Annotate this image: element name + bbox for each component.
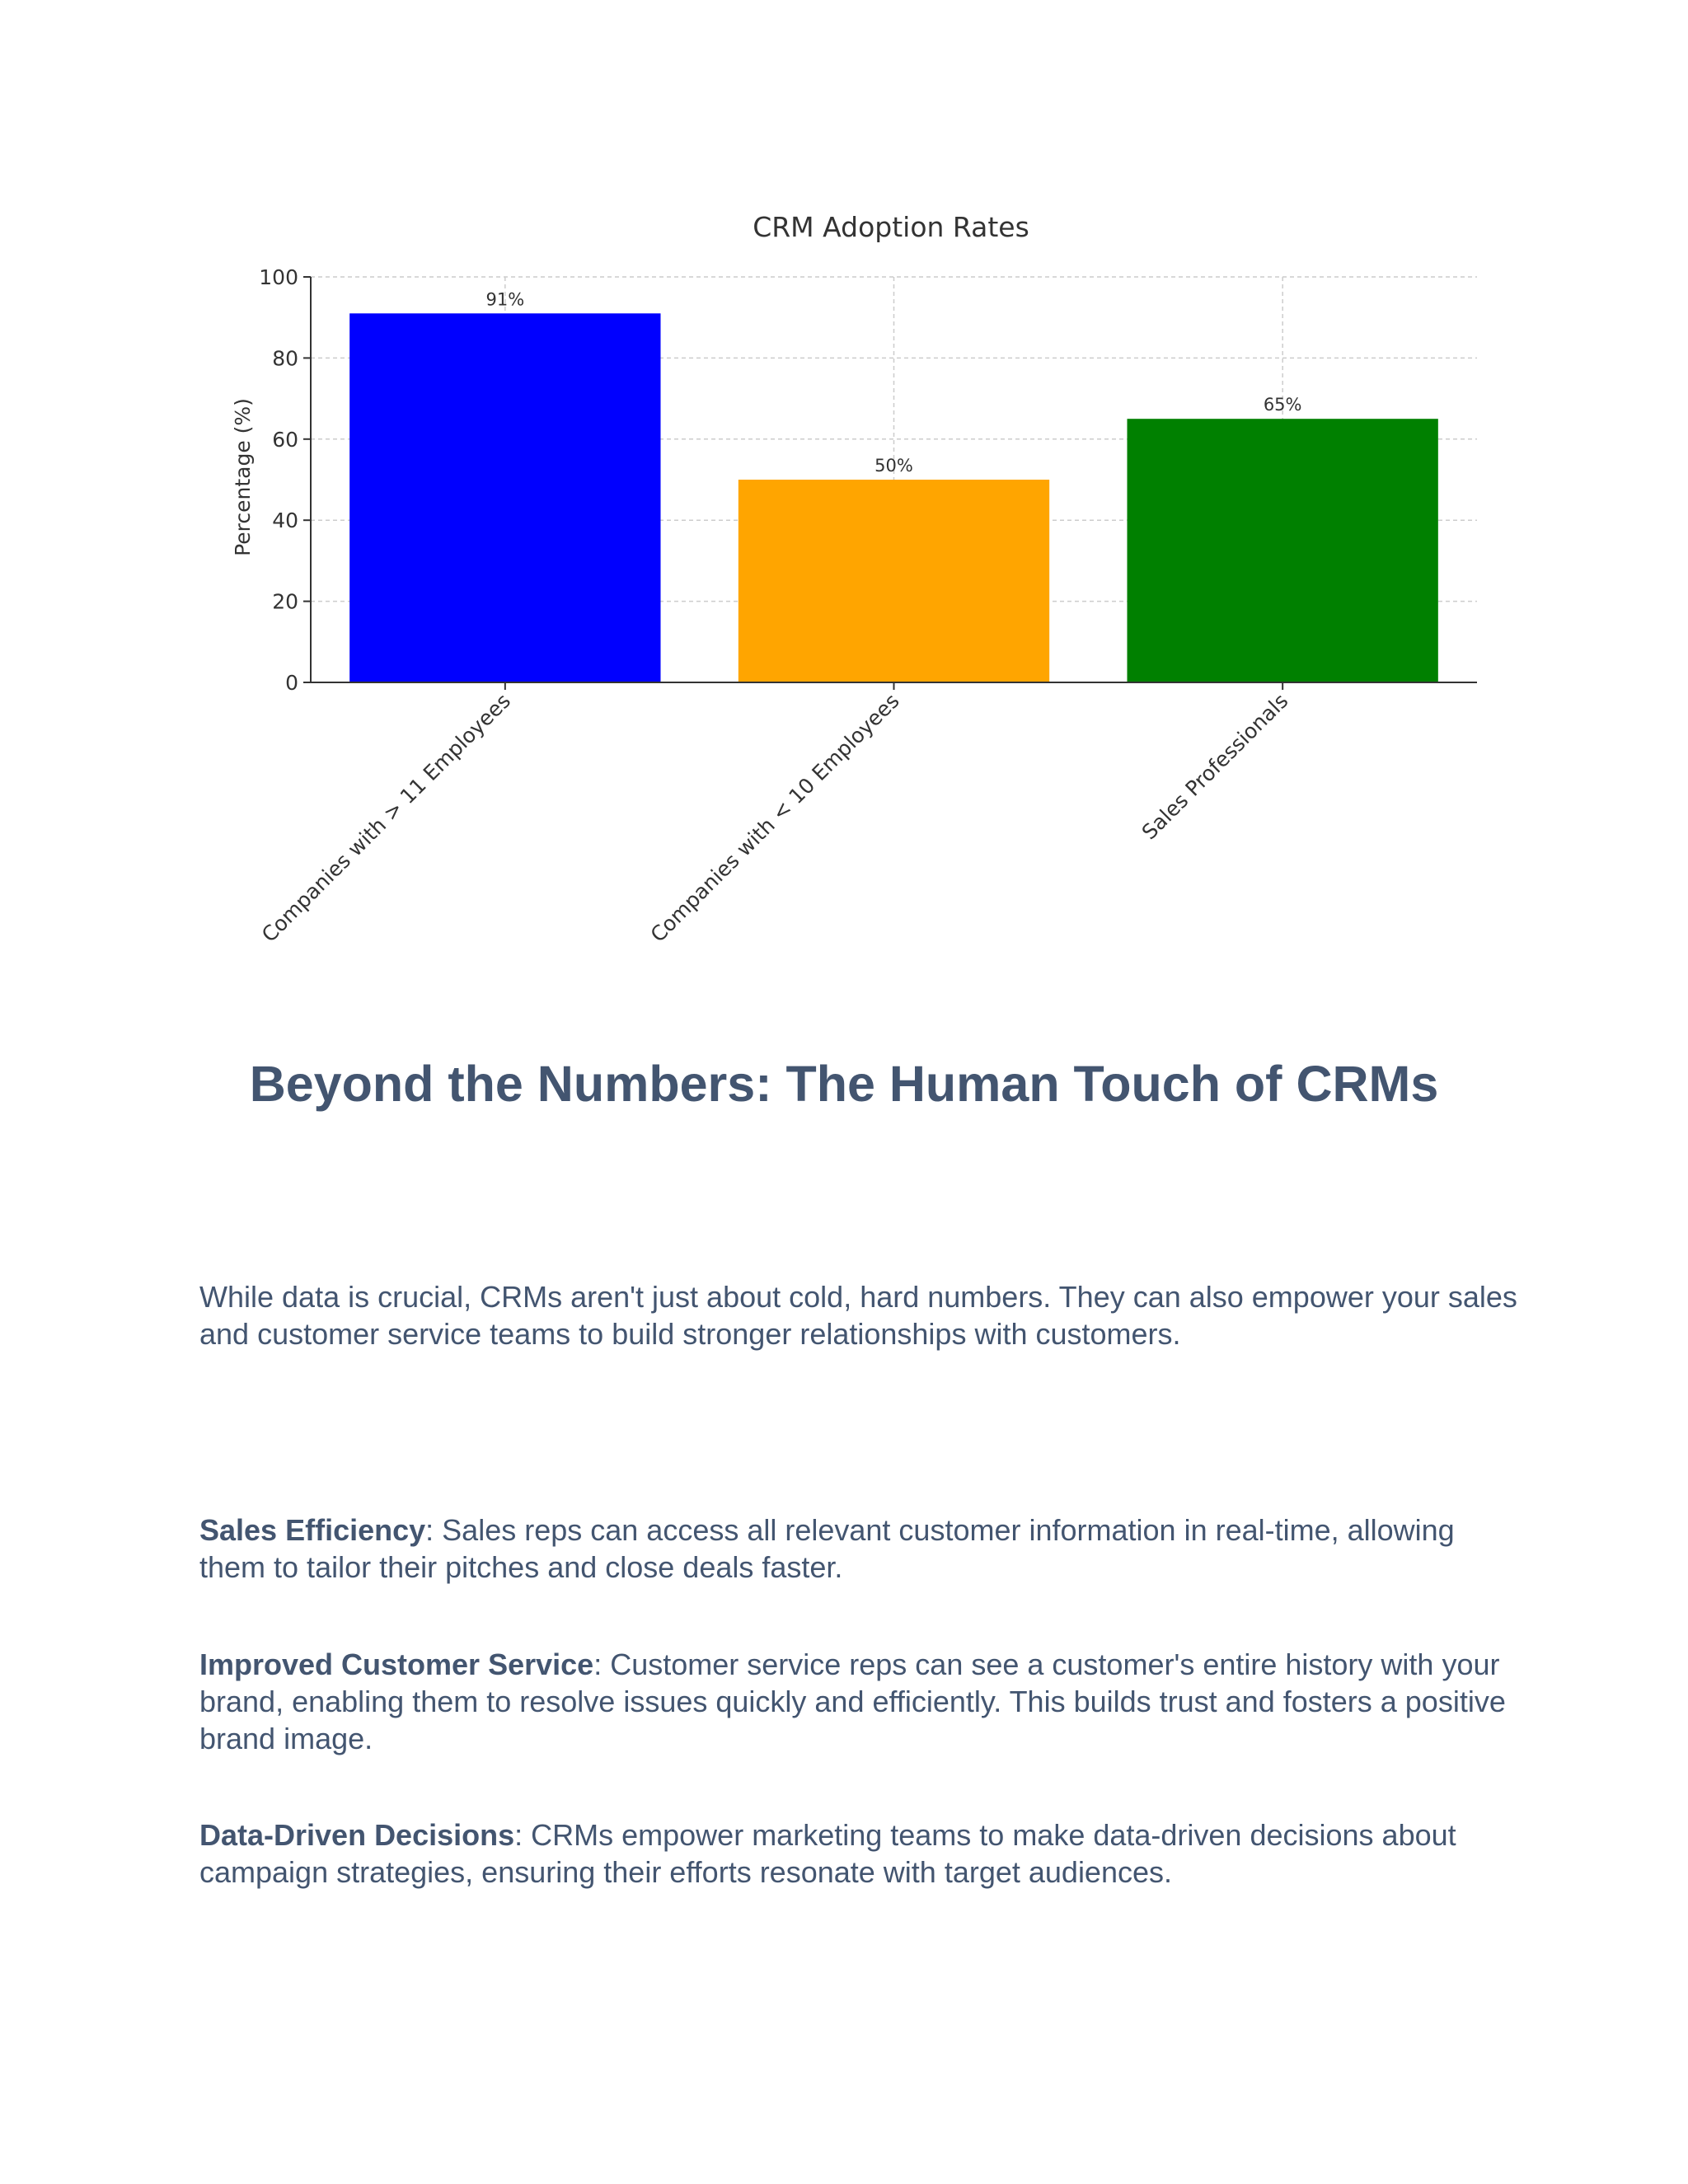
y-tick-label: 0 — [285, 671, 298, 695]
point-sales-efficiency — [199, 1511, 1518, 1586]
point-term: Sales Efficiency — [199, 1513, 426, 1547]
y-tick-label: 80 — [272, 346, 298, 371]
y-tick-label: 60 — [272, 427, 298, 452]
bar — [1128, 419, 1438, 682]
bar-data-label: 91% — [485, 289, 525, 310]
x-tick-label: Sales Professionals — [1137, 688, 1293, 845]
y-tick-label: 20 — [272, 589, 298, 614]
point-text: : CRMs empower marketing teams to make data-driven decisions about campaign strategies, ensuring their efforts resonate with target audiences. — [199, 1818, 1456, 1889]
y-axis-label: Percentage (%) — [231, 398, 255, 556]
point-text: : Customer service reps can see a customer's entire history with your brand, enabling them to resolve issues quickly and efficiently. This builds trust and fosters a positive brand image. — [199, 1647, 1506, 1755]
x-tick-label: Companies with > 11 Employees — [256, 688, 516, 947]
point-data-driven-decisions — [199, 1816, 1518, 1891]
bar — [349, 313, 660, 682]
section-heading: Beyond the Numbers: The Human Touch of CRMs — [249, 1056, 1439, 1112]
point-term: Data-Driven Decisions — [199, 1818, 515, 1852]
bar-data-label: 50% — [874, 456, 913, 476]
x-tick-label: Companies with < 10 Employees — [645, 688, 904, 947]
point-term: Improved Customer Service — [199, 1647, 594, 1681]
y-tick-label: 100 — [259, 265, 298, 289]
point-text: : Sales reps can access all relevant customer information in real-time, allowing them to tailor their pitches and close deals faster. — [199, 1513, 1455, 1584]
point-improved-customer-service — [199, 1646, 1518, 1757]
crm-adoption-chart — [0, 0, 1688, 989]
bar-data-label: 65% — [1263, 395, 1302, 415]
intro-paragraph: While data is crucial, CRMs aren't just about cold, hard numbers. They can also empower your sales and customer service teams to build stronger relationships with customers. — [199, 1280, 1517, 1351]
bar — [738, 480, 1049, 682]
chart-title: CRM Adoption Rates — [753, 211, 1029, 243]
y-tick-label: 40 — [272, 509, 298, 533]
